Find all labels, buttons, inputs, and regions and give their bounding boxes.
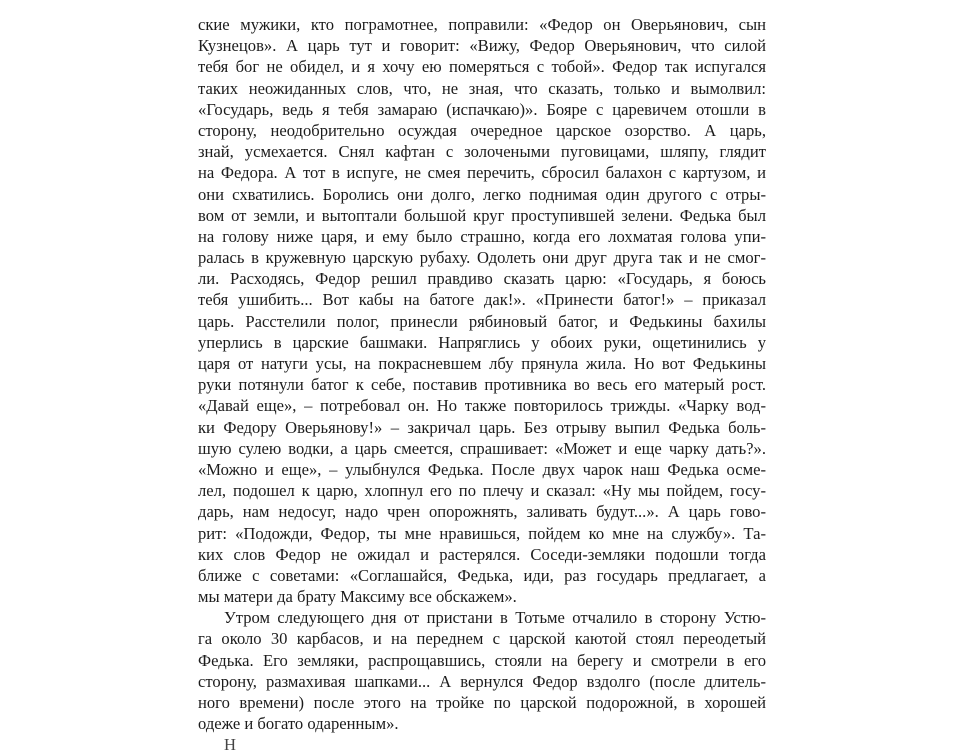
text-line: вом от земли, и вытоптали большой круг проступившей зелени. Федька был xyxy=(198,205,766,225)
text-line: сторону, неодобрительно осуждая очередное царское озорство. А царь, xyxy=(198,120,766,140)
text-line: ближе с советами: «Соглашайся, Федька, иди, раз государь предлагает, а xyxy=(198,565,766,585)
text-line: лел, подошел к царю, хлопнул его по плечу и сказал: «Ну мы пойдем, госу- xyxy=(198,481,766,501)
text-line: «Давай еще», – потребовал он. Но также повторилось трижды. «Чарку вод- xyxy=(198,396,766,416)
text-line: ли. Расходясь, Федор решил правдиво сказать царю: «Государь, я боюсь xyxy=(198,269,766,289)
text-line: руки потянули батог к себе, поставив противника во весь его матерый рост. xyxy=(198,375,766,395)
page-text xyxy=(198,14,766,734)
text-line: га около 30 карбасов, и на переднем с царской каютой стоял переодетый xyxy=(198,629,766,649)
text-line: ралась в кружевную царскую рубаху. Одолеть они друг друга так и не смог- xyxy=(198,248,766,268)
text-line: дарь, нам недосуг, надо чрен опорожнять, заливать будут...». А царь гово- xyxy=(198,502,766,522)
text-line: одеже и богато одаренным». xyxy=(198,714,399,734)
text-line: тебя ушибить... Вот кабы на батоге дак!». «Принести батог!» – приказал xyxy=(198,290,766,310)
text-line: тебя бог не обидел, и я хочу ею померяться с тобой». Федор так испугался xyxy=(198,57,766,77)
text-line: царь. Расстелили полог, принесли рябиновый батог, и Федькины бахилы xyxy=(198,311,766,331)
text-line: знай, усмехается. Снял кафтан с золочеными пуговицами, шляпу, глядит xyxy=(198,142,766,162)
cut-off-line: Н xyxy=(224,735,236,755)
text-line: они схватились. Боролись они долго, легко поднимая один другого с отры- xyxy=(198,184,766,204)
text-line: ного времени) после этого на тройке по царской подорожной, в хорошей xyxy=(198,693,766,712)
text-line: таких неожиданных слов, что, не зная, что сказать, только и вымолвил: xyxy=(198,78,766,98)
text-line: сторону, размахивая шапками... А вернулся Федор вздолго (после длитель- xyxy=(198,671,766,691)
text-line: «Государь, ведь я тебя замараю (испачкаю)». Бояре с царевичем отошли в xyxy=(198,99,766,119)
text-line: Утром следующего дня от пристани в Тотьме отчалило в сторону Устю- xyxy=(224,608,766,628)
paragraph xyxy=(198,14,766,607)
text-line: шую сулею водки, а царь смеется, спрашивает: «Может и еще чарку дать?». xyxy=(198,438,766,458)
book-page xyxy=(198,14,766,755)
text-line: на голову ниже царя, и ему было страшно, когда его лохматая голова упи- xyxy=(198,226,766,246)
text-line: царя от натуги усы, на покрасневшем лбу прянула жила. Но вот Федькины xyxy=(198,354,766,373)
text-line: ские мужики, кто пограмотнее, поправили: «Федор он Оверьянович, сын xyxy=(198,15,766,34)
text-line: на Федора. А тот в испуге, не смея перечить, сбросил балахон с картузом, и xyxy=(198,163,766,183)
text-line: рит: «Подожди, Федор, ты мне нравишься, пойдем ко мне на службу». Та- xyxy=(198,523,766,543)
text-line: Кузнецов». А царь тут и говорит: «Вижу, Федор Оверьянович, что силой xyxy=(198,36,766,56)
text-line: ких слов Федор не ожидал и растерялся. Соседи-земляки подошли тогда xyxy=(198,544,766,564)
text-line: Федька. Его земляки, распрощавшись, стояли на берегу и смотрели в его xyxy=(198,650,766,670)
text-line: ки Федору Оверьянову!» – закричал царь. Без отрыву выпил Федька боль- xyxy=(198,417,766,437)
text-line: уперлись в царские башмаки. Напряглись у обоих руки, ощетинились у xyxy=(198,332,766,352)
text-line: мы матери да брату Максиму все обскажем». xyxy=(198,587,517,607)
text-line: «Можно и еще», – улыбнулся Федька. После двух чарок наш Федька осме- xyxy=(198,459,766,479)
paragraph xyxy=(198,607,766,734)
